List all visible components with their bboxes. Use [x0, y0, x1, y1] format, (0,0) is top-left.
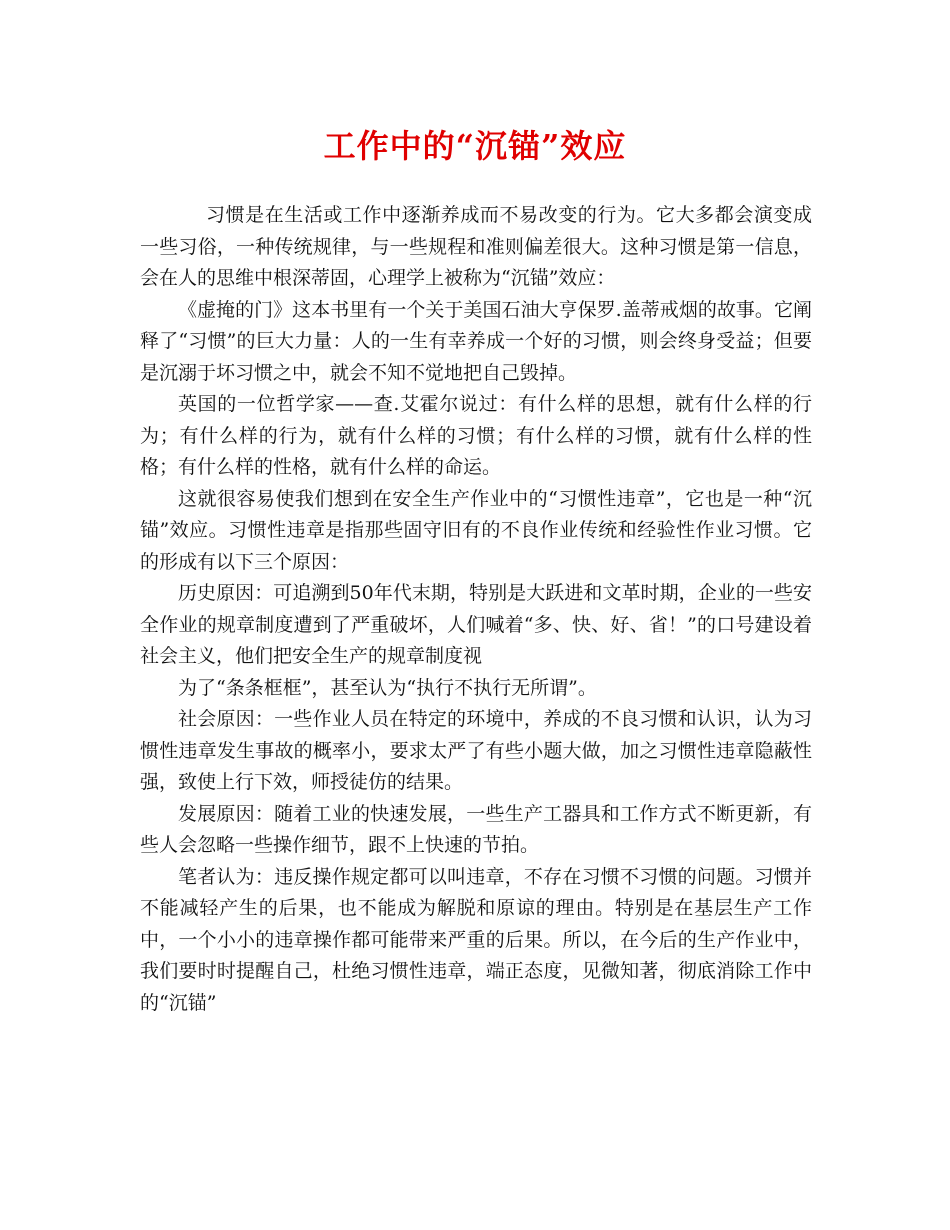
- document-body: [140, 200, 812, 1019]
- paragraph-4: 这就很容易使我们想到在安全生产作业中的“习惯性违章”，它也是一种“沉锚”效应。习惯性违章是指那些固守旧有的不良作业传统和经验性作业习惯。它的形成有以下三个原因：: [140, 487, 812, 573]
- paragraph-9: 笔者认为：违反操作规定都可以叫违章，不存在习惯不习惯的问题。习惯并不能减轻产生的后果，也不能成为解脱和原谅的理由。特别是在基层生产工作中，一个小小的违章操作都可能带来严重的后果。所以，在今后的生产作业中，我们要时时提醒自己，杜绝习惯性违章，端正态度，见微知著，彻底消除工作中的“沉锚”: [140, 865, 812, 1014]
- paragraph-2: 《虚掩的门》这本书里有一个关于美国石油大亨保罗.盖蒂戒烟的故事。它阐释了“习惯”的巨大力量：人的一生有幸养成一个好的习惯，则会终身受益；但要是沉溺于坏习惯之中，就会不知不觉地把自己毁掉。: [140, 298, 812, 384]
- paragraph-1: 习惯是在生活或工作中逐渐养成而不易改变的行为。它大多都会演变成一些习俗，一种传统规律，与一些规程和准则偏差很大。这种习惯是第一信息，会在人的思维中根深蒂固，心理学上被称为“沉锚”效应：: [140, 204, 812, 289]
- paragraph-8: 发展原因：随着工业的快速发展，一些生产工器具和工作方式不断更新，有些人会忽略一些操作细节，跟不上快速的节拍。: [140, 802, 812, 856]
- paragraph-6: 为了“条条框框”，甚至认为“执行不执行无所谓”。: [178, 676, 597, 699]
- document-title: 工作中的“沉锚”效应: [323, 127, 627, 165]
- paragraph-3: 英国的一位哲学家——查.艾霍尔说过：有什么样的思想，就有什么样的行为；有什么样的行为，就有什么样的习惯；有什么样的习惯，就有什么样的性格；有什么样的性格，就有什么样的命运。: [140, 393, 812, 478]
- paragraph-5: 历史原因：可追溯到50年代末期，特别是大跃进和文革时期，企业的一些安全作业的规章制度遭到了严重破坏，人们喊着“多、快、好、省！”的口号建设着社会主义，他们把安全生产的规章制度视: [140, 582, 812, 667]
- paragraph-7: 社会原因：一些作业人员在特定的环境中，养成的不良习惯和认识，认为习惯性违章发生事故的概率小，要求太严了有些小题大做，加之习惯性违章隐蔽性强，致使上行下效，师授徒仿的结果。: [140, 708, 812, 793]
